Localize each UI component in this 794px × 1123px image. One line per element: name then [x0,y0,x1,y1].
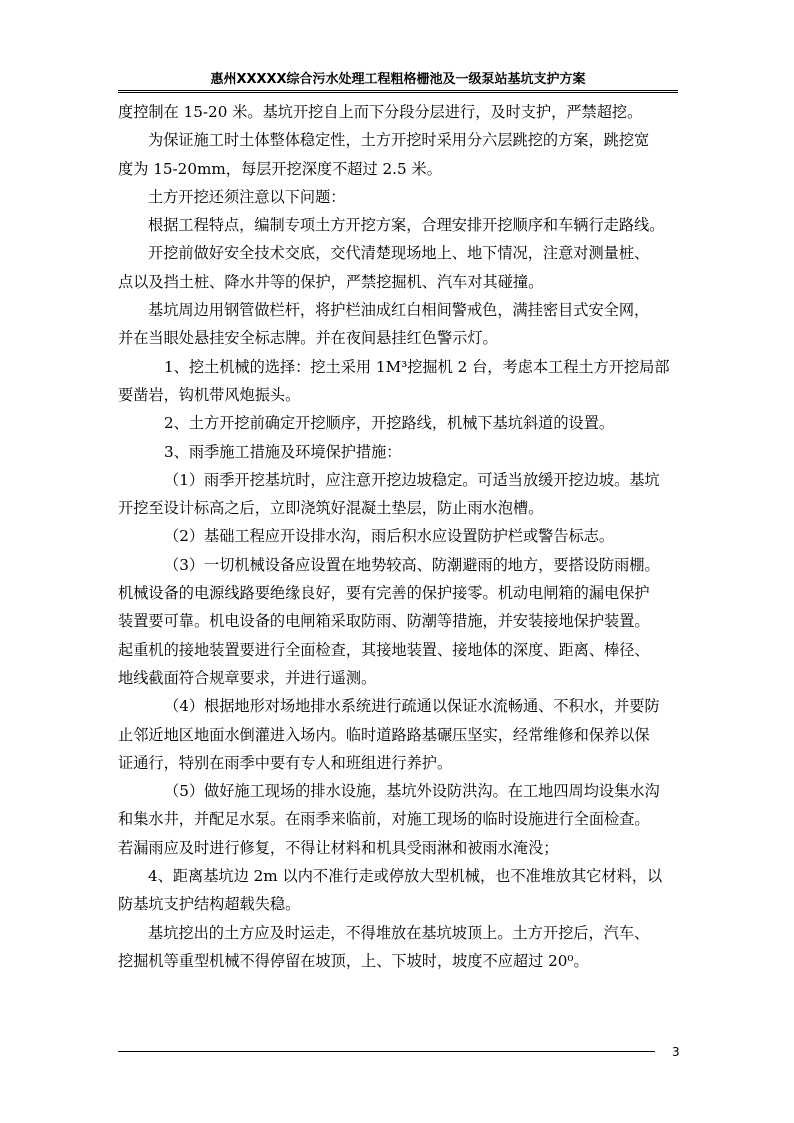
text-line: 度为 15-20mm，每层开挖深度不超过 2.5 米。 [118,159,442,178]
text-line: 基坑周边用钢管做栏杆，将护栏油成红白相间警戒色，满挂密目式安全网， [148,301,650,320]
text-line: 1、挖土机械的选择：挖土采用 1M³挖掘机 2 台，考虑本工程土方开挖局部 [164,357,670,376]
text-line: 根据工程特点，编制专项土方开挖方案，合理安排开挖顺序和车辆行走路线。 [148,216,665,235]
text-line: 防基坑支护结构超载失稳。 [118,895,301,914]
text-line: 证通行，特别在雨季中要有专人和班组进行养护。 [118,753,453,772]
text-line: 和集水井，并配足水泵。在雨季来临前，对施工现场的临时设施进行全面检查。 [118,810,650,829]
text-line: 挖掘机等重型机械不得停留在坡顶，上、下坡时，坡度不应超过 20⁰。 [118,951,589,970]
text-line: 3、雨季施工措施及环境保护措施： [164,442,402,461]
text-line: 点以及挡土桩、降水井等的保护，严禁挖掘机、汽车对其碰撞。 [118,272,544,291]
header-rule [118,90,678,93]
text-line: （5）做好施工现场的排水设施，基坑外设防洪沟。在工地四周均设集水沟 [164,782,660,801]
text-line: 开挖前做好安全技术交底，交代清楚现场地上、地下情况，注意对测量桩、 [148,244,650,263]
text-line: 地线截面符合规章要求，并进行遥测。 [118,668,377,687]
text-line: 土方开挖还须注意以下问题： [148,187,346,206]
text-line: 开挖至设计标高之后，立即浇筑好混凝土垫层，防止雨水泡槽。 [118,499,544,518]
text-line: 机械设备的电源线路要绝缘良好，要有完善的保护接零。机动电闸箱的漏电保护 [118,584,650,603]
text-line: 止邻近地区地面水倒灌进入场内。临时道路路基碾压坚实，经常维修和保养以保 [118,725,650,744]
text-line: 并在当眼处悬挂安全标志牌。并在夜间悬挂红色警示灯。 [118,329,498,348]
text-line: （3）一切机械设备应设置在地势较高、防潮避雨的地方，要搭设防雨棚。 [164,555,660,574]
text-line: （1）雨季开挖基坑时，应注意开挖边坡稳定。可适当放缓开挖边坡。基坑 [164,470,660,489]
page-number: 3 [672,1045,680,1059]
document-body [118,98,684,975]
text-line: 起重机的接地装置要进行全面检查，其接地装置、接地体的深度、距离、棒径、 [118,640,650,659]
text-line: 4、距离基坑边 2m 以内不准行走或停放大型机械，也不准堆放其它材料，以 [148,867,663,886]
text-line: 要凿岩，钩机带风炮振头。 [118,385,301,404]
text-line: 若漏雨应及时进行修复，不得让材料和机具受雨淋和被雨水淹没； [118,838,559,857]
text-line: 基坑挖出的土方应及时运走，不得堆放在基坑坡顶上。土方开挖后，汽车、 [148,923,650,942]
text-line: 度控制在 15-20 米。基坑开挖自上而下分段分层进行，及时支护，严禁超挖。 [118,103,643,121]
footer-rule [118,1051,655,1052]
text-line: （4）根据地形对场地排水系统进行疏通以保证水流畅通、不积水，并要防 [164,697,660,716]
page-header-title: 惠州XXXXX综合污水处理工程粗格栅池及一级泵站基坑支护方案 [210,72,586,87]
text-line: 2、土方开挖前确定开挖顺序，开挖路线，机械下基坑斜道的设置。 [164,414,615,433]
text-line: 装置要可靠。机电设备的电闸箱采取防雨、防潮等措施，并安装接地保护装置。 [118,612,650,631]
text-line: 为保证施工时土体整体稳定性，土方开挖时采用分六层跳挖的方案，跳挖宽 [148,131,650,150]
text-line: （2）基础工程应开设排水沟，雨后积水应设置防护栏或警告标志。 [164,527,615,546]
